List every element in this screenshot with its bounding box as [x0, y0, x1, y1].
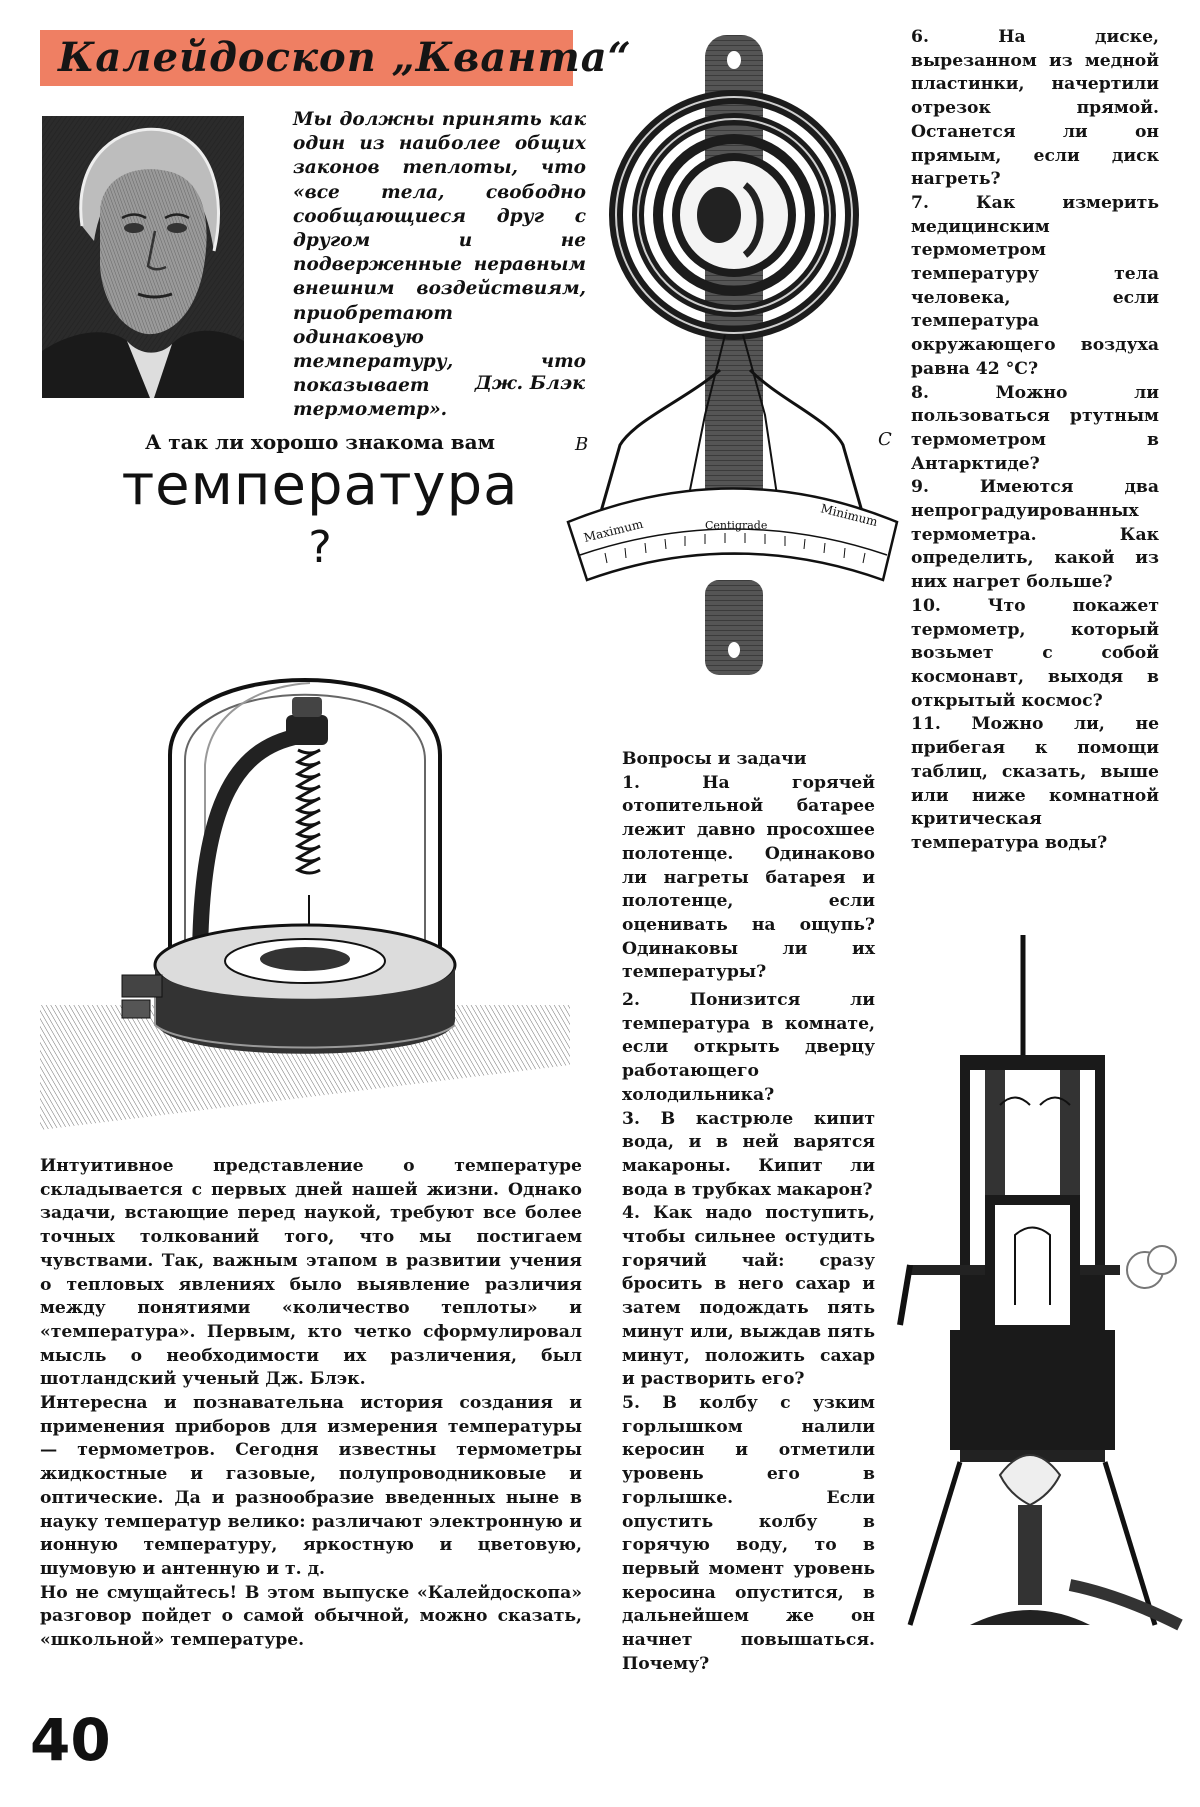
scale-mid-label: Centigrade	[705, 519, 768, 532]
intro-paragraph: Интуитивное представление о температуре складывается с первых дней нашей жизни. Однако задачи, встающие перед наукой, требуют все более точных толкований того, что мы постигаем чувствами. Так, важным этапом в развитии учения о тепловых явлениях было выявление различия между понятиями «количество теплоты» и «температура». Первым, кто четко сформулировал мысль о необходимости их различения, был шотландский ученый Дж. Блэк.	[40, 1156, 582, 1390]
glass-dome-thermometer-illustration	[40, 635, 570, 1135]
intro-text	[40, 1155, 582, 1653]
question-item: 4. Как надо поступить, чтобы сильнее остудить горячий чай: сразу бросить в него сахар и затем подождать пять минут или, выждав пять минут, положить сахар и растворить его?	[622, 1203, 875, 1390]
label-c: C	[878, 429, 892, 450]
portrait-image	[42, 116, 244, 398]
question-item: 5. В колбу с узким горлышком налили керосин и отметили уровень его в горлышке. Если опустить колбу в горячую воду, то в первый момент уровень керосина опустится, в дальнейшем же он начнет повышаться. Почему?	[622, 1392, 875, 1674]
boiling-point-apparatus-illustration	[890, 935, 1190, 1665]
question-item: 3. В кастрюле кипит вода, и в ней варятся макароны. Кипит ли вода в трубках макарон?	[622, 1108, 875, 1200]
epigraph-quote: Мы должны принять как один из наиболее общих законов теплоты, что «все тела, свободно сообщающиеся друг с другом и не подверженные неравным внешним воздействиям, приобретают одинаковую температуру, что показывает термометр».	[293, 109, 586, 421]
question-item: 6. На диске, вырезанном из медной пластинки, начертили отрезок прямой. Останется ли он прямым, если диск нагреть?	[911, 27, 1159, 190]
label-b: B	[575, 434, 589, 455]
question-item: 7. Как измерить медицинским термометром температуру тела человека, если температура окружающего воздуха равна 42 °С?	[911, 192, 1159, 379]
question-item: 10. Что покажет термометр, который возьмет с собой космонавт, выходя в открытый космос?	[911, 595, 1159, 711]
question-item: 11. Можно ли, не прибегая к помощи таблиц, сказать, выше или ниже комнатной критическая температура воды?	[911, 714, 1159, 853]
intro-paragraph: Но не смущайтесь! В этом выпуске «Калейдоскопа» разговор пойдет о самой обычной, можно сказать, «школьной» температуре.	[40, 1582, 582, 1651]
rubric-title: Калейдоскоп „Кванта“	[58, 34, 632, 81]
epigraph-author: Дж. Блэк	[474, 372, 585, 394]
scale-min-label: Minimum	[819, 501, 880, 529]
question-item: 8. Можно ли пользоваться ртутным термометром в Антарктиде?	[911, 382, 1159, 474]
article-subheading: А так ли хорошо знакома вам	[145, 430, 495, 454]
spiral-thermometer-illustration	[565, 35, 900, 675]
intro-paragraph: Интересна и познавательна история создания и применения приборов для измерения температуры — термометров. Сегодня известны термометры жидкостные и газовые, полупроводниковые и оптические. Да и разнообразие введенных ныне в науку температур велико: различают электронную и ионную температуру, яркостную и цветовую, шумовую и антенную и т. д.	[40, 1393, 582, 1579]
questions-heading: Вопросы и задачи	[622, 749, 807, 769]
questions-column-1	[622, 748, 875, 1676]
article-title-mark: ?	[308, 522, 332, 573]
questions-column-2	[911, 26, 1159, 856]
page-number: 40	[30, 1706, 111, 1774]
article-title: температура	[121, 453, 519, 518]
question-item: 2. Понизится ли температура в комнате, если открыть дверцу работающего холодильника?	[622, 990, 875, 1105]
scale-max-label: Maximum	[582, 516, 645, 545]
question-item: 1. На горячей отопительной батарее лежит давно просохшее полотенце. Одинаково ли нагреты батарея и полотенце, если оценивать на ощупь? Одинаковы ли их температуры?	[622, 772, 875, 983]
question-item: 9. Имеются два непроградуированных термометра. Как определить, какой из них нагрет больше?	[911, 477, 1159, 593]
